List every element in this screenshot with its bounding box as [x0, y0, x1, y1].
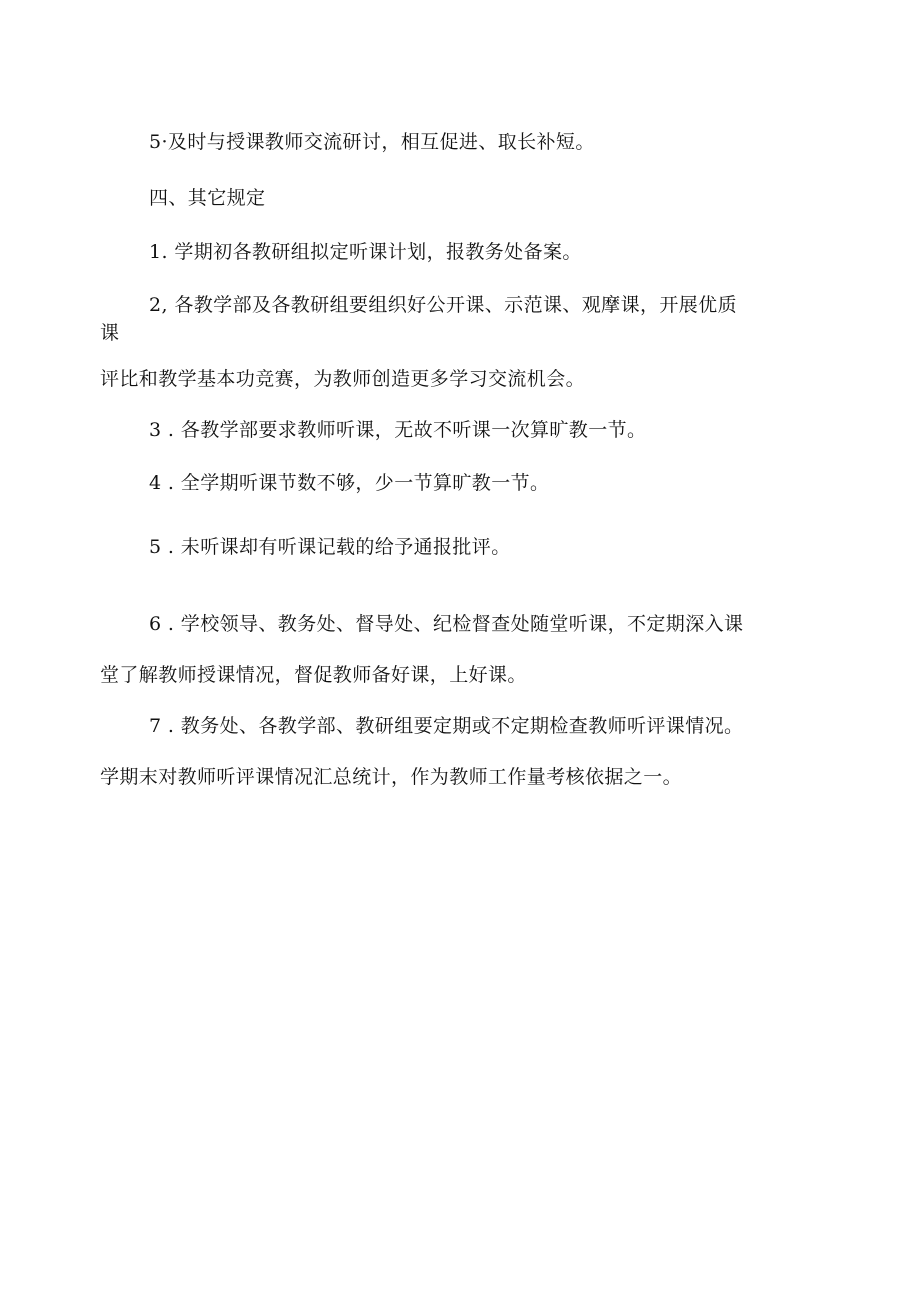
rule-4: 4 . 全学期听课节数不够，少一节算旷教一节。 [149, 472, 550, 494]
item-5-exchange: 5·及时与授课教师交流研讨，相互促进、取长补短。 [149, 131, 595, 153]
rule-7-line-2: 学期末对教师听评课情况汇总统计，作为教师工作量考核依据之一。 [100, 766, 683, 788]
rule-2-line-1: 2, 各教学部及各教研组要组织好公开课、示范课、观摩课，开展优质 [149, 294, 737, 316]
rule-6-line-2: 堂了解教师授课情况，督促教师备好课，上好课。 [100, 664, 527, 686]
rule-2-line-3: 评比和教学基本功竞赛，为教师创造更多学习交流机会。 [100, 368, 586, 390]
rule-5: 5 . 未听课却有听课记载的给予通报批评。 [149, 536, 511, 558]
rule-7-line-1: 7 . 教务处、各教学部、教研组要定期或不定期检查教师听评课情况。 [149, 715, 744, 737]
section-heading-other-rules: 四、其它规定 [149, 187, 266, 209]
rule-2-line-2: 课 [100, 322, 120, 344]
rule-3: 3 . 各教学部要求教师听课，无故不听课一次算旷教一节。 [149, 419, 647, 441]
rule-6-line-1: 6 . 学校领导、教务处、督导处、纪检督查处随堂听课，不定期深入课 [149, 613, 744, 635]
rule-1: 1. 学期初各教研组拟定听课计划，报教务处备案。 [149, 241, 582, 263]
